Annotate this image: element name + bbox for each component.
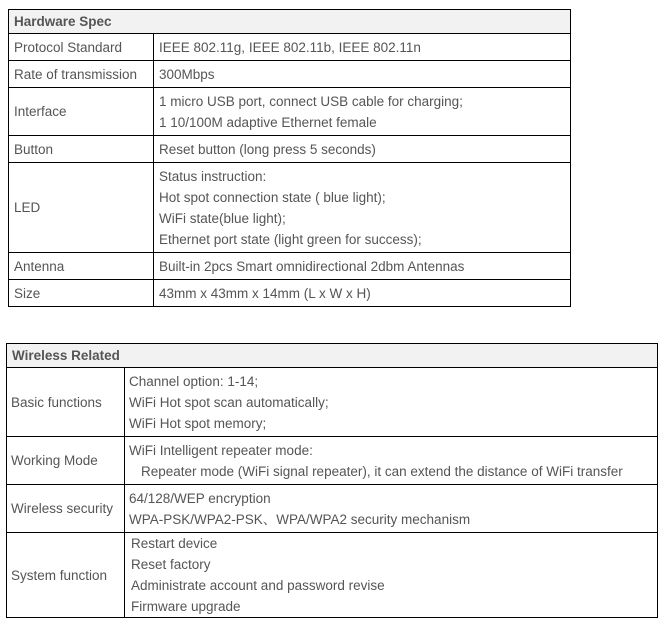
hardware-spec-title: Hardware Spec bbox=[9, 10, 571, 34]
value-line: WiFi Hot spot scan automatically; bbox=[129, 394, 329, 410]
table-row bbox=[7, 368, 658, 437]
row-label: Rate of transmission bbox=[9, 61, 154, 88]
value-line: Firmware upgrade bbox=[131, 599, 241, 614]
wireless-related-table bbox=[6, 343, 658, 618]
table-row bbox=[7, 485, 658, 533]
row-label: Button bbox=[9, 136, 154, 163]
table-row bbox=[9, 61, 571, 88]
value-line: Channel option: 1-14; bbox=[129, 373, 259, 389]
hardware-spec-header-row bbox=[9, 10, 571, 34]
row-label: Antenna bbox=[9, 253, 154, 280]
table-row bbox=[9, 136, 571, 163]
value-line: Ethernet port state (light green for success); bbox=[159, 231, 422, 247]
row-value bbox=[125, 485, 658, 533]
hardware-spec-table bbox=[8, 9, 571, 307]
row-label: Protocol Standard bbox=[9, 34, 154, 61]
value-line: 300Mbps bbox=[159, 66, 215, 82]
value-line: Administrate account and password revise bbox=[131, 578, 385, 593]
value-line: 43mm x 43mm x 14mm (L x W x H) bbox=[159, 285, 371, 301]
value-line: WiFi state(blue light); bbox=[159, 210, 286, 226]
table-row bbox=[9, 88, 571, 136]
row-value bbox=[154, 88, 571, 136]
wireless-related-header-row bbox=[7, 344, 658, 368]
value-line: Built-in 2pcs Smart omnidirectional 2dbm Antennas bbox=[159, 258, 465, 274]
wireless-related-title: Wireless Related bbox=[7, 344, 658, 368]
value-line: WiFi Intelligent repeater mode: bbox=[129, 442, 313, 458]
row-value bbox=[154, 280, 571, 307]
row-value bbox=[125, 533, 658, 618]
value-line: IEEE 802.11g, IEEE 802.11b, IEEE 802.11n bbox=[159, 39, 421, 55]
value-line: 1 10/100M adaptive Ethernet female bbox=[159, 114, 377, 130]
value-line: Hot spot connection state ( blue light); bbox=[159, 189, 386, 205]
table-row bbox=[9, 34, 571, 61]
value-line: WPA-PSK/WPA2-PSK、WPA/WPA2 security mechanism bbox=[129, 511, 471, 527]
row-value bbox=[125, 437, 658, 485]
row-label: Interface bbox=[9, 88, 154, 136]
value-line: Reset button (long press 5 seconds) bbox=[159, 141, 376, 157]
row-label: LED bbox=[9, 163, 154, 253]
row-value bbox=[125, 368, 658, 437]
row-value bbox=[154, 163, 571, 253]
value-line: Reset factory bbox=[131, 557, 211, 572]
table-row bbox=[7, 533, 658, 618]
row-value bbox=[154, 253, 571, 280]
row-value bbox=[154, 34, 571, 61]
row-label: Size bbox=[9, 280, 154, 307]
value-line: 64/128/WEP encryption bbox=[129, 490, 271, 506]
value-line: WiFi Hot spot memory; bbox=[129, 415, 267, 431]
table-row bbox=[9, 280, 571, 307]
value-line: Restart device bbox=[131, 536, 218, 551]
row-label: System function bbox=[7, 533, 125, 618]
table-row bbox=[7, 437, 658, 485]
row-value bbox=[154, 136, 571, 163]
table-row bbox=[9, 163, 571, 253]
value-line: 1 micro USB port, connect USB cable for charging; bbox=[159, 93, 463, 109]
row-value bbox=[154, 61, 571, 88]
value-line: Repeater mode (WiFi signal repeater), it can extend the distance of WiFi transfer bbox=[141, 463, 623, 479]
row-label: Working Mode bbox=[7, 437, 125, 485]
row-label: Basic functions bbox=[7, 368, 125, 437]
value-line: Status instruction: bbox=[159, 168, 267, 184]
row-label: Wireless security bbox=[7, 485, 125, 533]
table-row bbox=[9, 253, 571, 280]
